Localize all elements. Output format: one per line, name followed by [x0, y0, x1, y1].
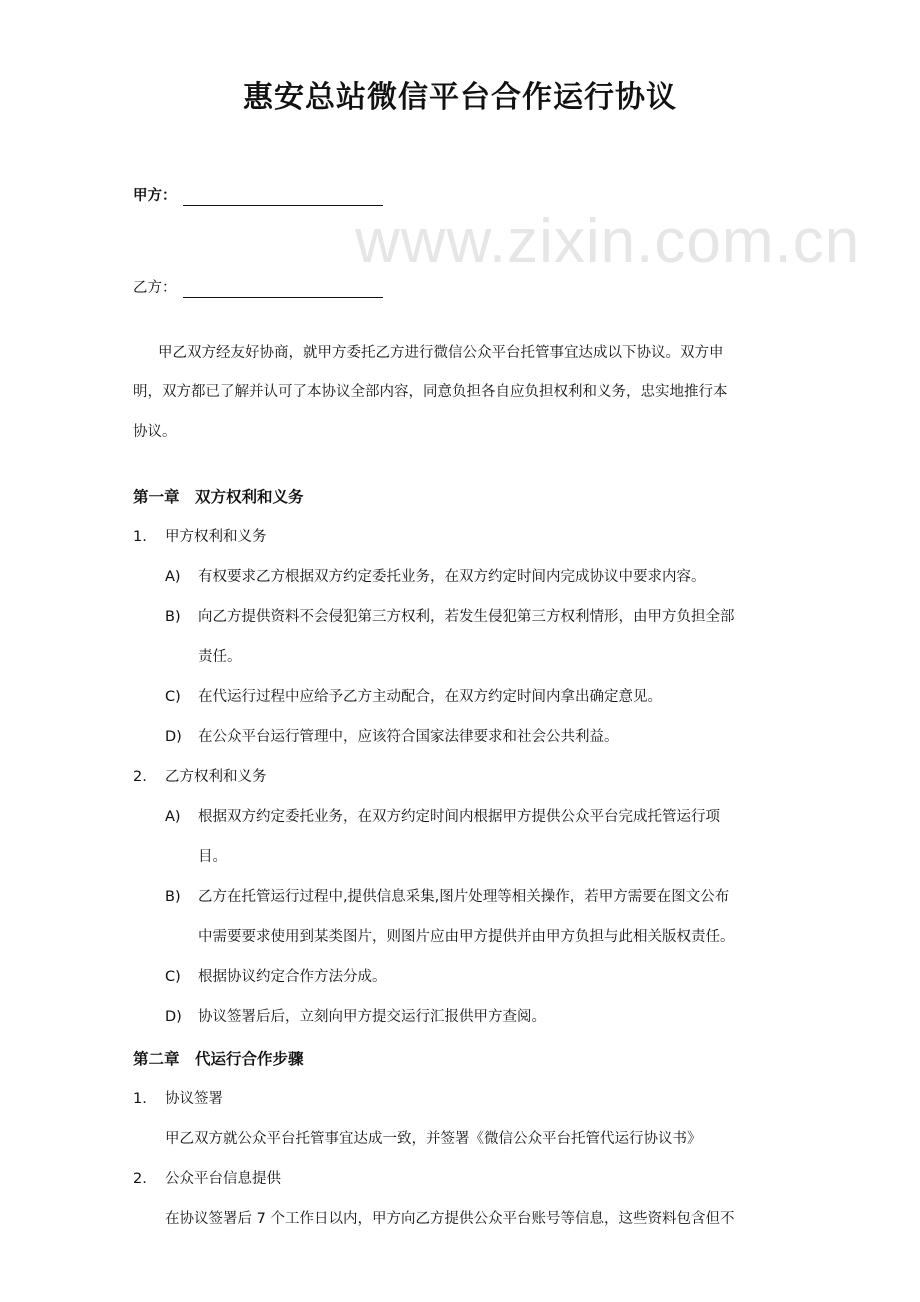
intro-line: 协议。: [133, 424, 177, 440]
section-body: 在协议签署后 7 个工作日以内，甲方向乙方提供公众平台账号等信息，这些资料包含但不: [165, 1211, 735, 1227]
item-text: 向乙方提供资料不会侵犯第三方权利，若发生侵犯第三方权利情形，由甲方负担全部: [198, 609, 735, 625]
party-a-line: [133, 186, 383, 206]
section-title: 协议签署: [165, 1091, 223, 1107]
item-text: 乙方在托管运行过程中,提供信息采集,图片处理等相关操作，若甲方需要在图文公布: [198, 889, 730, 905]
party-b-blank: [183, 281, 383, 298]
party-b-line: [133, 278, 383, 298]
watermark: www.zixin.com.cn: [355, 207, 861, 276]
item-letter: D): [165, 1009, 182, 1025]
section-title: 甲方权利和义务: [165, 529, 267, 545]
party-a-label: 甲方：: [133, 188, 177, 204]
item-text: 协议签署后后，立刻向甲方提交运行汇报供甲方查阅。: [198, 1009, 546, 1025]
item-letter: C): [165, 689, 181, 705]
intro-line: 甲乙双方经友好协商，就甲方委托乙方进行微信公众平台托管事宜达成以下协议。双方申: [158, 345, 724, 361]
section-number: 2.: [133, 1171, 147, 1187]
item-letter: C): [165, 969, 181, 985]
item-text: 在公众平台运行管理中，应该符合国家法律要求和社会公共利益。: [198, 729, 619, 745]
chapter-2-heading: 第二章 代运行合作步骤: [133, 1050, 304, 1068]
item-text: 目。: [198, 849, 227, 865]
item-text: 根据协议约定合作方法分成。: [198, 969, 387, 985]
item-letter: D): [165, 729, 182, 745]
chapter-1-heading: 第一章 双方权利和义务: [133, 488, 304, 506]
item-letter: B): [165, 889, 181, 905]
section-title: 公众平台信息提供: [165, 1171, 281, 1187]
document-title: 惠安总站微信平台合作运行协议: [243, 80, 677, 115]
party-a-blank: [183, 189, 383, 206]
item-letter: A): [165, 569, 181, 585]
section-number: 1.: [133, 529, 147, 545]
section-number: 2.: [133, 769, 147, 785]
intro-line: 明，双方都已了解并认可了本协议全部内容，同意负担各自应负担权利和义务，忠实地推行本: [133, 384, 728, 400]
item-text: 中需要要求使用到某类图片，则图片应由甲方提供并由甲方负担与此相关版权责任。: [198, 929, 735, 945]
item-text: 责任。: [198, 649, 242, 665]
item-letter: B): [165, 609, 181, 625]
section-number: 1.: [133, 1091, 147, 1107]
section-body: 甲乙双方就公众平台托管事宜达成一致，并签署《微信公众平台托管代运行协议书》: [165, 1131, 702, 1147]
item-text: 根据双方约定委托业务，在双方约定时间内根据甲方提供公众平台完成托管运行项: [198, 809, 720, 825]
section-title: 乙方权利和义务: [165, 769, 267, 785]
item-text: 有权要求乙方根据双方约定委托业务，在双方约定时间内完成协议中要求内容。: [198, 569, 706, 585]
item-letter: A): [165, 809, 181, 825]
party-b-label: 乙方：: [133, 280, 177, 296]
item-text: 在代运行过程中应给予乙方主动配合，在双方约定时间内拿出确定意见。: [198, 689, 662, 705]
